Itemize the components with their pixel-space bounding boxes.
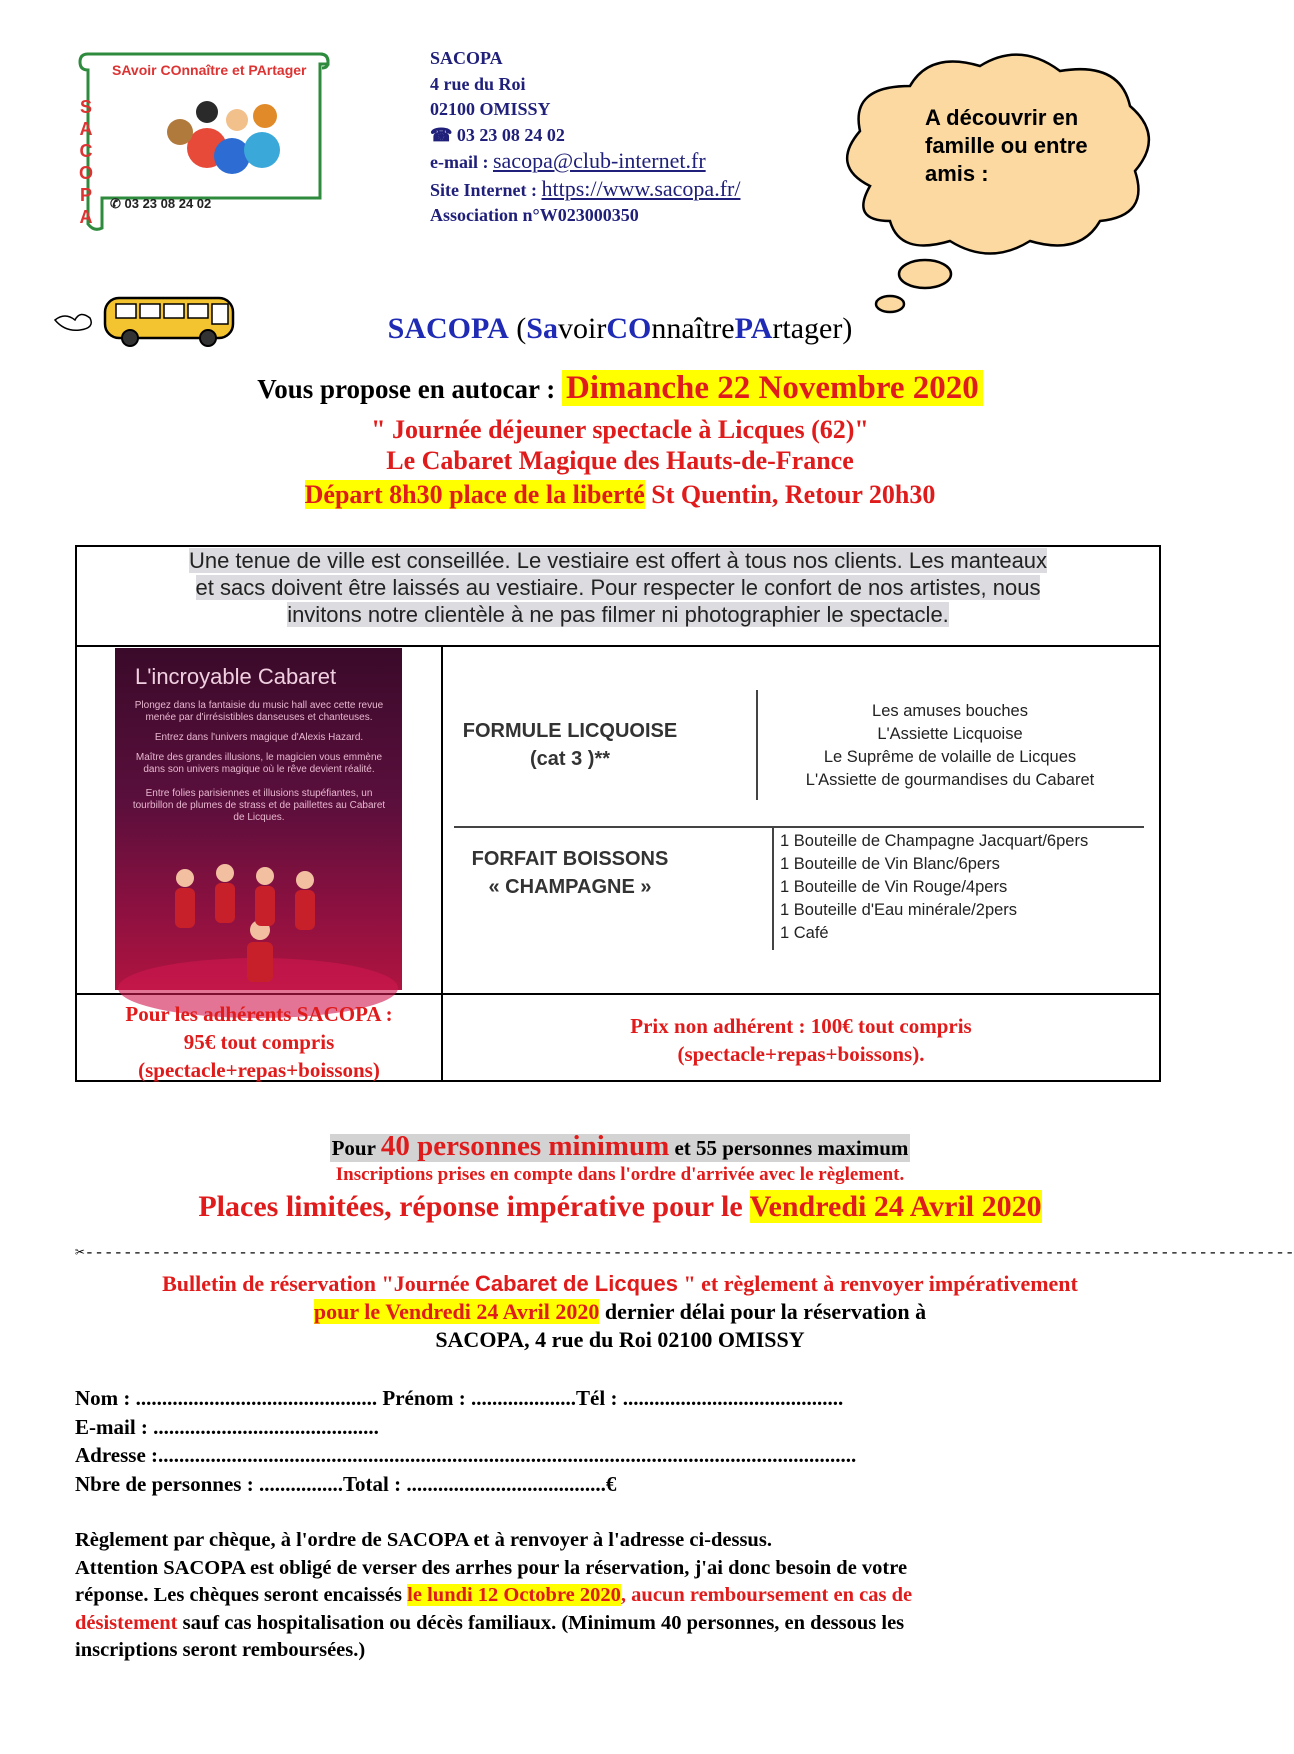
event-venue: Le Cabaret Magique des Hauts-de-France [386,446,854,475]
address-line: SACOPA [430,48,503,68]
participants-line: Pour 40 personnes minimum et 55 personnes maximum [331,1130,909,1162]
poster-title: L'incroyable Cabaret [135,664,337,689]
form-row-count[interactable]: Nbre de personnes : ................Total : ......................................€ [75,1471,617,1496]
registration-note: Inscriptions prises en compte dans l'ordre d'arrivée avec le règlement. [335,1164,905,1185]
scissor-cut-line: ✂------------------------------------------------------------------------------------------------------------------------------ [75,1244,1294,1262]
site-line: Site Internet : https://www.sacopa.fr/ [430,175,741,201]
formule-category: (cat 3 )** [529,748,611,770]
menu-divider [756,690,758,800]
menu-item: L'Assiette Licquoise [877,725,1023,743]
form-row-address[interactable]: Adresse :..................................................................................................................................... [75,1443,857,1467]
form-row-email[interactable]: E-mail : ........................................... [75,1414,379,1439]
menu-item: 1 Bouteille de Vin Rouge/4pers [780,878,1008,896]
poster-text: Maître des grandes illusions, le magicien vous emmène dans son univers magique où le rêve devient réalité. [135,752,383,775]
menu-item: 1 Bouteille de Vin Blanc/6pers [780,855,1000,873]
cabaret-poster [115,648,402,990]
table-divider [75,645,1161,647]
payment-terms: Règlement par chèque, à l'ordre de SACOPA et à renvoyer à l'adresse ci-dessus. Attention SACOPA est obligé de verser des arrhes pour la réservation, j'ai donc besoin de votre réponse. Les chèques seront encaissés le lundi 12 Octobre 2020, aucun remboursement en cas de désistement sauf cas hospitalisation ou décès familiaux. (Minimum 40 personnes, en dessous les inscriptions seront remboursées.) [75,1529,913,1661]
boissons-items [780,830,1140,945]
page-title: SACOPA (SavoirCOnnaîtrePArtager) [387,312,853,345]
non-member-price: Prix non adhérent : 100€ tout compris (spectacle+repas+boissons). [630,1014,972,1066]
menu-item: 1 Bouteille de Champagne Jacquart/6pers [780,832,1089,850]
cloud-text: A découvrir en famille ou entre amis : [925,105,1088,186]
poster-text: Plongez dans la fantaisie du music hall avec cette revue menée par d'irrésistibles danseuses et chanteuses. [134,700,384,723]
menu-item: Les amuses bouches [872,702,1028,720]
address-line: 02100 OMISSY [430,99,551,119]
logo-vertical-name: SACOPA [79,97,94,227]
email-line: e-mail : sacopa@club-internet.fr [430,148,706,173]
menu-divider [772,826,774,950]
formule-items [770,700,1130,792]
boissons-title: FORFAIT BOISSONS [471,848,669,870]
boissons-subtitle: « CHAMPAGNE » [488,876,652,898]
menu-item: 1 Bouteille d'Eau minérale/2pers [780,901,1018,919]
dancers-image [115,838,402,990]
dress-code-note: Une tenue de ville est conseillée. Le vestiaire est offert à tous nos clients. Les manteaux et sacs doivent être laissés au vestiaire. Pour respecter le confort de nos artistes, nous invitons notre clientèle à ne pas filmer ni photographier le spectacle. [188,548,1048,627]
contact-block [430,46,830,229]
reservation-header: Bulletin de réservation "Journée Cabaret de Licques " et règlement à renvoyer impérativement pour le Vendredi 24 Avril 2020 dernier délai pour la réservation à SACOPA, 4 rue du Roi 02100 OMISSY [162,1271,1078,1352]
member-price: Pour les adhérents SACOPA : 95€ tout compris (spectacle+repas+boissons) [125,1002,393,1082]
form-row-name[interactable]: Nom : .............................................. Prénom : ....................Tél : .......................................... [75,1386,844,1410]
event-date: Dimanche 22 Novembre 2020 [562,370,983,406]
departure-line: Départ 8h30 place de la liberté St Quentin, Retour 20h30 [304,480,936,509]
site-link[interactable]: https://www.sacopa.fr/ [541,175,741,201]
menu-divider [454,826,1144,828]
association-number: Association n°W023000350 [430,205,639,225]
phone-line: ☎ 03 23 08 24 02 [430,124,565,145]
menu-item: Le Suprême de volaille de Licques [823,748,1077,766]
poster-text: Entre folies parisiennes et illusions stupéfiantes, un tourbillon de plumes de strass et de paillettes au Cabaret de Licques. [132,788,386,823]
poster-text: Entrez dans l'univers magique d'Alexis Hazard. [154,732,364,743]
event-date-line: Vous propose en autocar : Dimanche 22 Novembre 2020 [0,370,1240,407]
menu-item: 1 Café [780,924,829,942]
email-link[interactable]: sacopa@club-internet.fr [492,148,706,173]
deadline-line: Places limitées, réponse impérative pour le Vendredi 24 Avril 2020 [198,1190,1042,1223]
menu-item: L'Assiette de gourmandises du Cabaret [805,771,1095,789]
reservation-form [75,1384,1175,1498]
event-name: " Journée déjeuner spectacle à Licques (62)" [371,415,869,444]
logo-phone: ✆ 03 23 08 24 02 [110,196,212,211]
menu-block [450,660,1150,980]
address-line: 4 rue du Roi [430,73,526,94]
formule-title: FORMULE LICQUOISE [462,720,678,742]
logo-tagline: SAvoir COnnaître et PArtager [112,62,307,78]
